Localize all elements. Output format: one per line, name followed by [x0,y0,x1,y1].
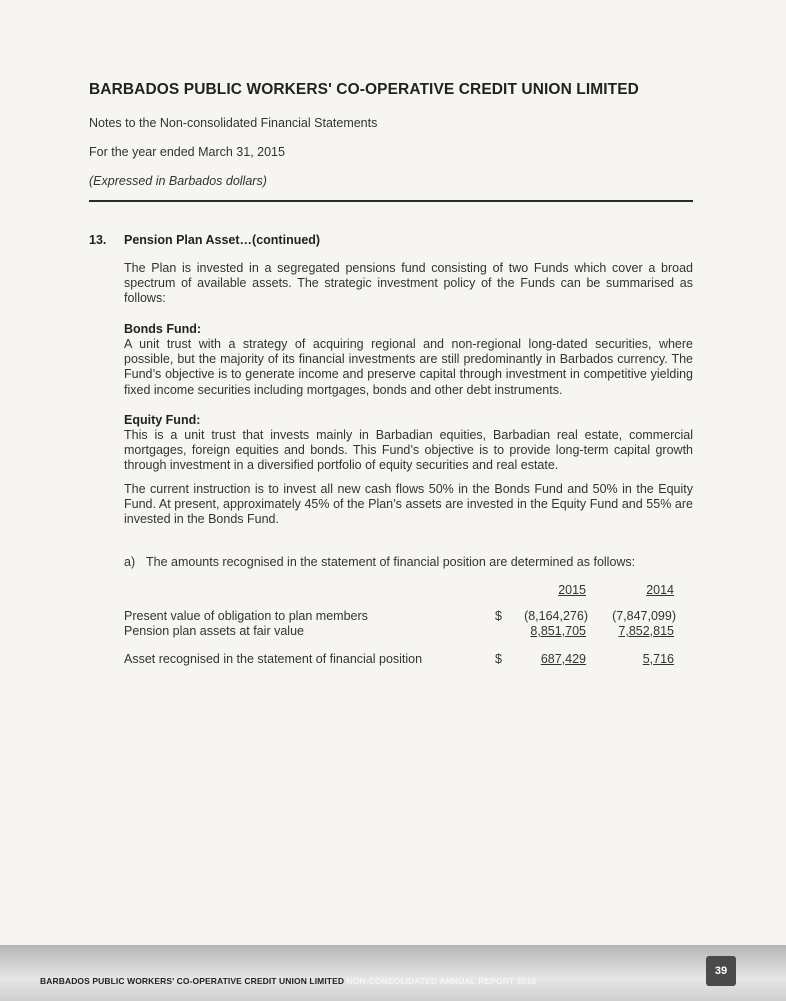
value-2014: 5,716 [642,652,674,666]
value-2014: 7,852,815 [618,624,674,638]
column-header-2015: 2015 [558,583,586,597]
row-label: Asset recognised in the statement of financial position [124,652,423,666]
bonds-fund-paragraph: A unit trust with a strategy of acquiring regional and non-regional long-dated securities, where possible, but the majority of its financial investments are still predominantly in Barbados currency. The Fund’s objective is to generate income and preserve capital through investment in competitive yielding fixed income securities including mortgages, bonds and other debt instruments. [124,337,693,397]
value-2014: (7,847,099) [612,609,676,623]
value-2015: (8,164,276) [524,609,588,623]
instruction-paragraph: The current instruction is to invest all new cash flows 50% in the Bonds Fund and 50% in the Equity Fund. At present, approximately 45% of the Plan’s assets are invested in the Equity Fund and 55% are invested in the Bonds Fund. [124,482,693,527]
statements-subtitle: Notes to the Non-consolidated Financial Statements [89,116,378,130]
table-intro-text: The amounts recognised in the statement of financial position are determined as follows: [146,555,636,569]
footer-bar [0,945,786,1001]
period-line: For the year ended March 31, 2015 [89,145,285,159]
footer-report-name: NON-CONSOLIDATED ANNUAL REPORT 2015 [346,976,536,986]
organization-title: BARBADOS PUBLIC WORKERS' CO-OPERATIVE CREDIT UNION LIMITED [89,81,639,98]
table-label: a) [124,555,136,569]
value-2015: 8,851,705 [530,624,586,638]
section-title: Pension Plan Asset…(continued) [124,233,321,247]
table-intro [124,555,635,569]
equity-fund-heading: Equity Fund: [124,413,201,427]
page-number: 39 [706,956,736,986]
header-divider [89,200,693,202]
row-label: Pension plan assets at fair value [124,624,304,638]
currency-symbol: $ [495,609,502,623]
currency-note: (Expressed in Barbados dollars) [89,174,267,188]
currency-symbol: $ [495,652,502,666]
value-2015: 687,429 [540,652,586,666]
section-number: 13. [89,233,107,247]
footer-text [40,976,536,986]
equity-fund-paragraph: This is a unit trust that invests mainly in Barbadian equities, Barbadian real estate, commercial mortgages, foreign equities and bonds. This Fund’s objective is to provide long-term capital growth through investment in a diversified portfolio of equity securities and real estate. [124,428,693,473]
intro-paragraph: The Plan is invested in a segregated pensions fund consisting of two Funds which cover a broad spectrum of available assets. The strategic investment policy of the Funds can be summarised as follows: [124,261,693,306]
row-label: Present value of obligation to plan members [124,609,368,623]
column-header-2014: 2014 [646,583,674,597]
bonds-fund-heading: Bonds Fund: [124,322,202,336]
section-heading [89,233,320,247]
footer-org-name: BARBADOS PUBLIC WORKERS’ CO-OPERATIVE CREDIT UNION LIMITED [40,976,345,986]
